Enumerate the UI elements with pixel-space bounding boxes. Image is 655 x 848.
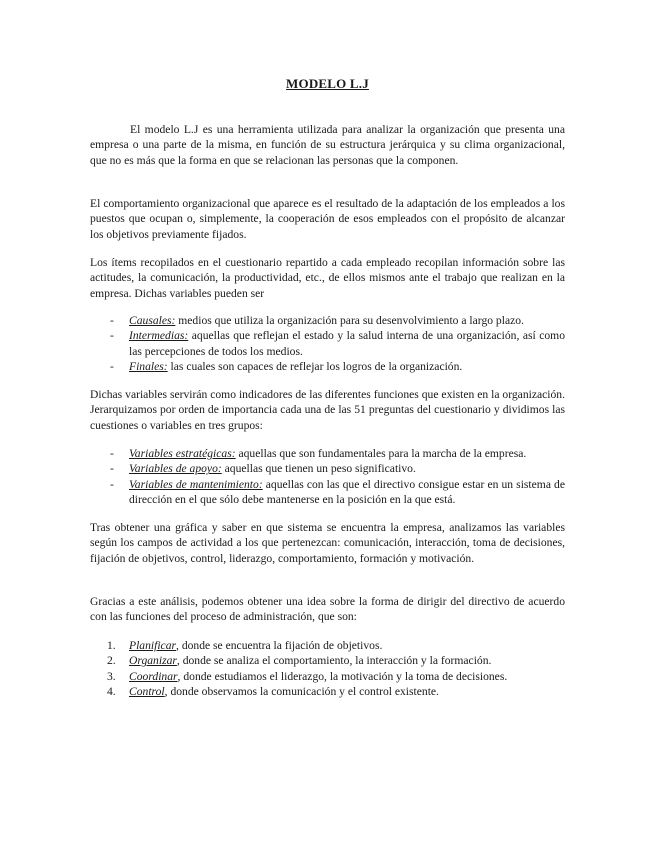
paragraph-4: Dichas variables servirán como indicadores de las diferentes funciones que existen en la organización. Jerarquizamos por orden de importancia cada una de las 51 preguntas del cuestionario y dividimos las cuestiones o variables en tres grupos: <box>90 388 565 432</box>
list-term: Causales: <box>129 314 176 327</box>
list-term: Intermedias: <box>129 329 189 343</box>
list-marker: - <box>110 360 114 374</box>
list-term: Coordinar <box>129 669 178 683</box>
list-term: Variables de apoyo: <box>129 462 222 476</box>
list-item <box>90 328 565 359</box>
list-text: aquellas que reflejan el estado y la salud interna de una organización, así como las percepciones de todos los medios. <box>129 329 565 358</box>
paragraph-5: Tras obtener una gráfica y saber en que sistema se encuentra la empresa, analizamos las variables según los campos de actividad a los que pertenezcan: comunicación, interacción, toma de decisiones, fijación de objetivos, control, liderazgo, comportamiento, formación y motivación. <box>90 521 565 565</box>
list-term: Control <box>129 685 165 699</box>
list-marker: 1. <box>107 639 116 652</box>
groups-list <box>90 446 565 508</box>
list-text: , donde se analiza el comportamiento, la interacción y la formación. <box>176 654 492 668</box>
list-text: , donde estudiamos el liderazgo, la motivación y la toma de decisiones. <box>177 669 508 683</box>
list-marker: - <box>110 447 114 460</box>
list-marker: - <box>110 462 114 476</box>
paragraph-2: El comportamiento organizacional que aparece es el resultado de la adaptación de los empleados a los puestos que ocupan o, simplemente, la cooperación de esos empleados con el propósito de alcanzar los objetivos previamente fijados. <box>90 197 565 241</box>
list-text: , donde se encuentra la fijación de objetivos. <box>176 639 383 652</box>
list-text: las cuales son capaces de reflejar los logros de la organización. <box>167 360 463 374</box>
list-marker: - <box>110 477 114 491</box>
list-term: Variables estratégicas: <box>129 447 236 460</box>
list-item <box>90 653 565 668</box>
list-item <box>90 461 565 476</box>
list-item <box>90 638 565 653</box>
list-term: Planificar <box>129 639 177 652</box>
list-marker: - <box>110 314 114 327</box>
list-text: aquellas que tienen un peso significativo. <box>221 462 416 476</box>
list-item <box>90 669 565 684</box>
list-item <box>90 446 565 461</box>
paragraph-1: El modelo L.J es una herramienta utilizada para analizar la organización que presenta una empresa o una parte de la misma, en función de su estructura jerárquica y su clima organizacional, que no es más que la forma en que se relacionan las personas que la componen. <box>90 123 565 167</box>
document-title: MODELO L.J <box>286 76 369 91</box>
paragraph-6: Gracias a este análisis, podemos obtener una idea sobre la forma de dirigir del directivo de acuerdo con las funciones del proceso de administración, que son: <box>90 595 565 624</box>
list-marker: 4. <box>107 685 116 699</box>
list-item <box>90 684 565 699</box>
list-item <box>90 477 565 508</box>
list-text: , donde observamos la comunicación y el control existente. <box>164 685 439 699</box>
list-marker: - <box>110 329 114 343</box>
list-marker: 2. <box>107 654 116 668</box>
list-marker: 3. <box>107 669 116 683</box>
list-term: Organizar <box>129 654 177 668</box>
list-item <box>90 313 565 328</box>
paragraph-3: Los ítems recopilados en el cuestionario repartido a cada empleado recopilan información sobre las actitudes, la comunicación, la productividad, etc., de ellos mismos ante el trabajo que realizan en la empresa. Dichas variables pueden ser <box>90 256 565 300</box>
list-text: aquellas que son fundamentales para la marcha de la empresa. <box>235 447 527 460</box>
variables-list <box>90 313 565 375</box>
functions-list <box>90 638 565 700</box>
list-text: aquellas con las que el directivo consigue estar en un sistema de dirección en el que sólo debe mantenerse en la posición en la que está. <box>129 477 565 507</box>
list-term: Variables de mantenimiento: <box>129 477 263 491</box>
list-item <box>90 359 565 374</box>
list-text: medios que utiliza la organización para su desenvolvimiento a largo plazo. <box>175 314 524 327</box>
list-term: Finales: <box>129 360 168 374</box>
